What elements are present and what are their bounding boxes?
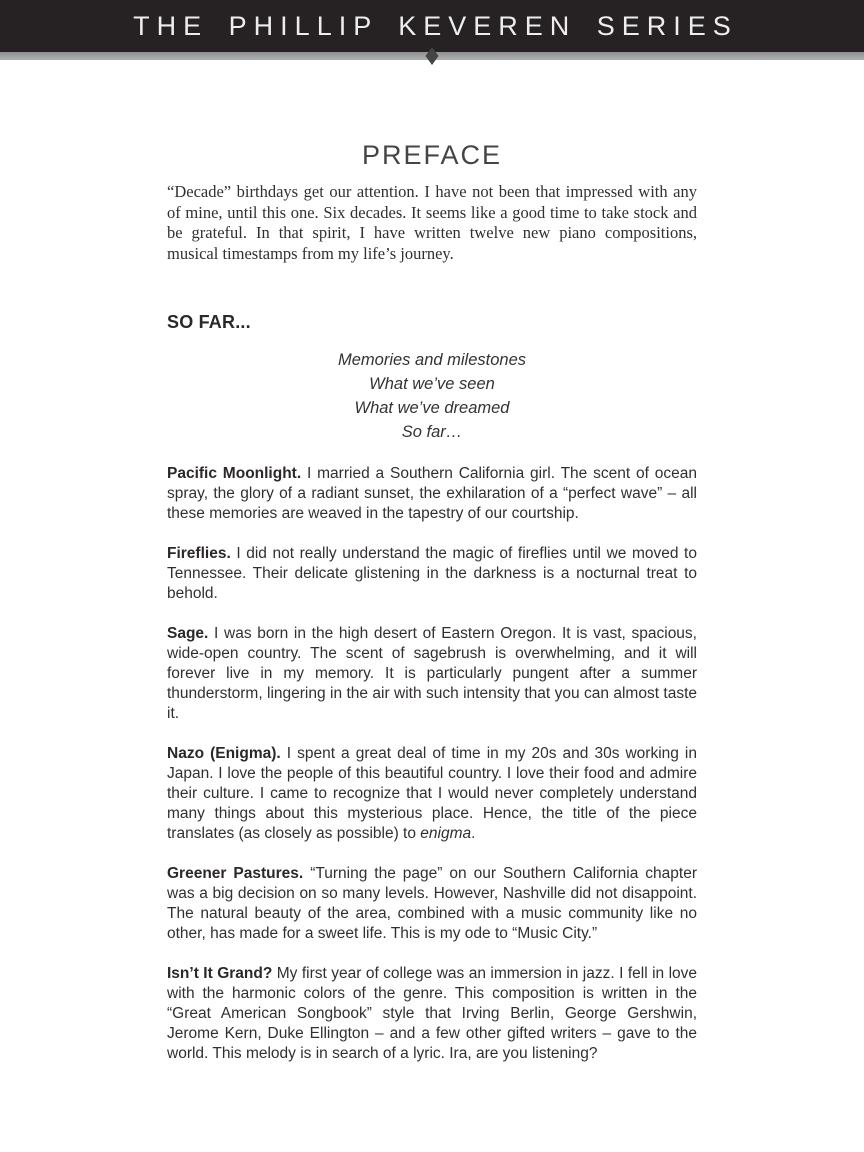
poem-line: What we’ve seen [369,374,495,393]
piece-body: I was born in the high desert of Eastern Oregon. It is vast, spacious, wide-open country. The scent of sagebrush is overwhelming, and it will forever live in my memory. It is particularly pungent after a summer thunderstorm, lingering in the air with such intensity that you can almost taste it. [167,624,697,722]
piece-paragraph [167,864,697,944]
preface-page [167,140,697,1064]
piece-title: Greener Pastures. [167,864,304,882]
poem-line: Memories and milestones [338,350,526,369]
piece-title: Fireflies. [167,544,231,562]
piece-body: I did not really understand the magic of fireflies until we moved to Tennessee. Their delicate glistening in the darkness is a nocturnal treat to behold. [167,544,697,602]
piece-body: I spent a great deal of time in my 20s and 30s working in Japan. I love the people of this beautiful country. I love their food and admire their culture. I came to recognize that I would never completely understand many things about this mysterious place. Hence, the title of the piece translates (as closely as possible) to [167,744,697,842]
series-header-bar [0,0,864,52]
piece-tail: . [471,824,476,842]
piece-paragraph [167,744,697,844]
poem-line: So far… [401,422,463,441]
piece-paragraph [167,964,697,1064]
piece-body: I married a Southern California girl. The scent of ocean spray, the glory of a radiant sunset, the exhilaration of a “perfect wave” – all these memories are weaved in the tapestry of our courtship. [167,464,697,522]
so-far-heading: SO FAR... [167,312,251,332]
poem-block [167,348,697,444]
piece-paragraph [167,464,697,524]
piece-paragraph [167,624,697,724]
preface-intro-paragraph: “Decade” birthdays get our attention. I have not been that impressed with any of mine, until this one. Six decades. It seems like a good time to take stock and be grateful. In that spirit, I have written twelve new piano compositions, musical timestamps from my life’s journey. [167,182,697,263]
page-title: PREFACE [361,140,503,170]
piece-title: Isn’t It Grand? [167,964,273,982]
piece-title: Pacific Moonlight. [167,464,302,482]
piece-paragraph [167,544,697,604]
piece-italic: enigma [420,824,472,842]
series-title: THE PHILLIP KEVEREN SERIES [133,10,738,41]
piece-body: My first year of college was an immersion in jazz. I fell in love with the harmonic colors of the genre. This composition is written in the “Great American Songbook” style that Irving Berlin, George Gershwin, Jerome Kern, Duke Ellington – and a few other gifted writers – gave to the world. This melody is in search of a lyric. Ira, are you listening? [167,964,698,1062]
piece-title: Sage. [167,624,209,642]
header-stripe [0,52,864,60]
piece-body: “Turning the page” on our Southern California chapter was a big decision on so many levels. However, Nashville did not disappoint. The natural beauty of the area, combined with a music community like no other, has made for a sweet life. This is my ode to “Music City.” [167,864,698,942]
piece-title: Nazo (Enigma). [167,744,281,762]
poem-line: What we’ve dreamed [354,398,510,417]
